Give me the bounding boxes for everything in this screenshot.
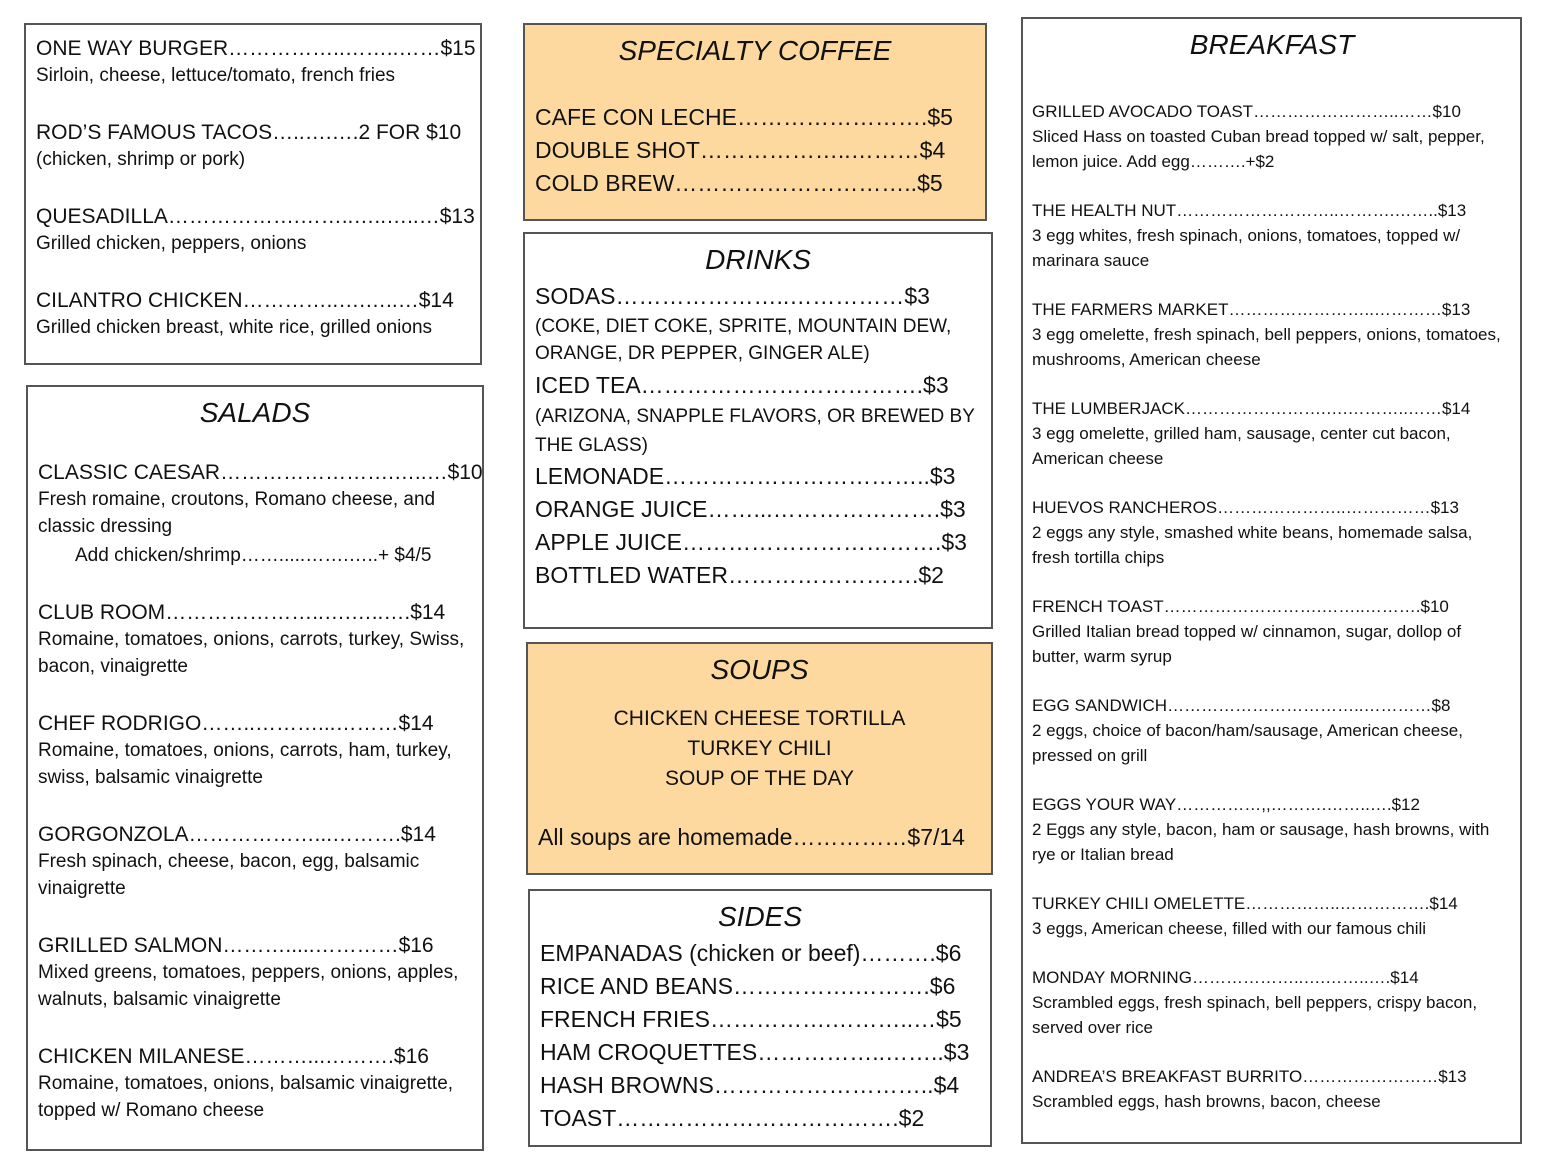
leader-dots: ……………,,……….……..…. <box>1176 795 1392 814</box>
leader-dots: ………………..….……..…. <box>1191 968 1391 987</box>
item-name: ORANGE JUICE <box>535 496 708 522</box>
leader-dots: ……………………………. <box>682 529 942 555</box>
mains-section <box>24 23 482 365</box>
menu-item <box>1032 495 1512 570</box>
leader-dots: ……...…………………. <box>707 496 941 522</box>
item-addon: Add chicken/shrimp…….....…….…..+ $4/5 <box>75 545 432 566</box>
item-name: CLASSIC CAESAR <box>38 461 221 484</box>
item-description: (chicken, shrimp or pork) <box>36 149 246 170</box>
item-name: COLD BREW <box>535 170 675 196</box>
leader-dots: ……………………. <box>727 562 919 588</box>
leader-dots: ………………...………. <box>188 823 401 846</box>
item-description: Romaine, tomatoes, onions, carrots, turkey, Swiss, bacon, vinaigrette <box>38 629 465 677</box>
menu-item <box>38 459 483 569</box>
item-name: TOAST <box>540 1105 617 1131</box>
menu-item <box>540 1003 980 1036</box>
item-price: $8 <box>1431 696 1451 715</box>
item-name: ICED TEA <box>535 372 641 398</box>
item-name: HUEVOS RANCHEROS <box>1032 498 1218 517</box>
item-price: $3 <box>940 496 966 522</box>
item-name: CAFE CON LECHE <box>535 104 737 130</box>
menu-item <box>38 932 472 1013</box>
item-price: $14 <box>1390 968 1419 987</box>
menu-item <box>540 1036 980 1069</box>
menu-item <box>1032 1064 1512 1114</box>
breakfast-section <box>1021 17 1522 1144</box>
item-price: $6 <box>935 940 962 966</box>
item-description: Mixed greens, tomatoes, peppers, onions, apples, walnuts, balsamic vinaigrette <box>38 962 459 1010</box>
item-description: Romaine, tomatoes, onions, balsamic vinaigrette, topped w/ Romano cheese <box>38 1073 454 1121</box>
item-name: CHEF RODRIGO <box>38 712 202 735</box>
leader-dots: …………….………..… <box>709 1006 937 1032</box>
leader-dots: …………….………. <box>733 973 930 999</box>
section-title: DRINKS <box>705 244 811 275</box>
leader-dots: ………………………………. <box>616 1105 899 1131</box>
item-price: $10 <box>1432 102 1461 121</box>
drinks-section <box>523 232 993 629</box>
menu-item <box>535 167 975 200</box>
item-name: SODAS <box>535 283 616 309</box>
menu-item <box>1032 198 1512 273</box>
item-price: $10 <box>447 461 483 484</box>
item-name: THE LUMBERJACK <box>1032 399 1186 418</box>
item-description: Sirloin, cheese, lettuce/tomato, french fries <box>36 65 396 86</box>
item-description: Grilled chicken, peppers, onions <box>36 233 307 254</box>
leader-dots: ……………..…….. <box>757 1039 944 1065</box>
salads-section <box>26 385 484 1151</box>
leader-dots: ………...………. <box>244 1045 394 1068</box>
menu-item <box>535 134 975 167</box>
item-price: $13 <box>1430 498 1459 517</box>
item-name: HAM CROQUETTES <box>540 1039 758 1065</box>
item-name: APPLE JUICE <box>535 529 682 555</box>
item-price: $2 <box>898 1105 925 1131</box>
leader-dots: ……………………..………… <box>1228 300 1442 319</box>
item-price: $14 <box>400 823 436 846</box>
item-name: ONE WAY BURGER <box>36 37 229 60</box>
menu-item <box>1032 965 1512 1040</box>
item-description: 3 egg omelette, fresh spinach, bell peppers, onions, tomatoes, mushrooms, American cheese <box>1032 325 1501 369</box>
item-note: (COKE, DIET COKE, SPRITE, MOUNTAIN DEW, ORANGE, DR PEPPER, GINGER ALE) <box>535 316 952 364</box>
item-name: HASH BROWNS <box>540 1072 714 1098</box>
item-price: $10 <box>1420 597 1449 616</box>
item-name: THE FARMERS MARKET <box>1032 300 1229 319</box>
leader-dots: …………………….….………..…… <box>1185 399 1442 418</box>
item-price: $13 <box>1438 1067 1467 1086</box>
leader-dots: …………………..…………… <box>615 283 905 309</box>
item-price: $14 <box>418 289 454 312</box>
menu-item <box>535 101 975 134</box>
menu-item <box>535 280 981 313</box>
section-title: SPECIALTY COFFEE <box>618 35 892 66</box>
leader-dots: …………………..….…..…. <box>165 601 411 624</box>
soup-item: TURKEY CHILI <box>687 737 832 760</box>
section-title: SALADS <box>199 397 311 428</box>
item-price: $14 <box>1429 894 1458 913</box>
item-price: $5 <box>936 1006 962 1032</box>
soup-item: SOUP OF THE DAY <box>664 767 855 790</box>
item-price: $14 <box>398 712 434 735</box>
menu-item <box>1032 792 1512 867</box>
item-price: $13 <box>1437 201 1467 220</box>
item-name: ANDREA’S BREAKFAST BURRITO <box>1032 1067 1303 1086</box>
coffee-section <box>523 23 987 221</box>
item-price: $2 <box>918 562 944 588</box>
menu-item <box>540 1069 980 1102</box>
item-price: $4 <box>933 1072 960 1098</box>
item-description: Sliced Hass on toasted Cuban bread topped w/ salt, pepper, lemon juice. Add egg……….+$2 <box>1032 127 1485 171</box>
item-price: $5 <box>917 170 943 196</box>
leader-dots: ……..………...……… <box>201 712 399 735</box>
item-name: GORGONZOLA <box>38 823 189 846</box>
leader-dots: ……………..……..…… <box>228 37 441 60</box>
item-description: 3 egg omelette, grilled ham, sausage, center cut bacon, American cheese <box>1032 424 1451 468</box>
item-description: Fresh romaine, croutons, Romano cheese, and classic dressing <box>38 489 436 537</box>
item-price: 2 FOR $10 <box>358 121 462 144</box>
item-name: MONDAY MORNING <box>1032 968 1192 987</box>
leader-dots: …………………….…..… <box>220 461 448 484</box>
menu-item <box>535 559 981 592</box>
menu-item <box>1032 693 1512 768</box>
leader-dots: ………………..……… <box>699 137 920 163</box>
menu-item <box>540 1102 980 1135</box>
item-description: Grilled Italian bread topped w/ cinnamon, sugar, dollop of butter, warm syrup <box>1032 622 1462 666</box>
section-title: SIDES <box>717 901 803 932</box>
leader-dots: …………………… <box>1302 1067 1439 1086</box>
menu-item <box>535 369 981 402</box>
leader-dots: ……………………….……..………. <box>1163 597 1421 616</box>
item-name: RICE AND BEANS <box>540 973 733 999</box>
item-name: QUESADILLA <box>36 205 168 228</box>
item-price: $14 <box>1441 399 1471 418</box>
item-description: 2 eggs, choice of bacon/ham/sausage, American cheese, pressed on grill <box>1032 721 1463 765</box>
menu-item <box>38 1043 472 1124</box>
item-name: BOTTLED WATER <box>535 562 728 588</box>
soups-section <box>526 642 993 875</box>
leader-dots: ……………….……..…..…..… <box>167 205 440 228</box>
item-price: $4 <box>919 137 946 163</box>
menu-item <box>1032 297 1512 372</box>
item-price: $5 <box>927 104 953 130</box>
item-price: $16 <box>398 934 434 957</box>
menu-item <box>535 460 981 493</box>
section-title: BREAKFAST <box>1189 29 1355 60</box>
item-description: Scrambled eggs, hash browns, bacon, cheese <box>1032 1092 1381 1111</box>
leader-dots: ……………………..…… <box>1253 102 1433 121</box>
sides-section <box>528 889 992 1147</box>
item-description: Romaine, tomatoes, onions, carrots, ham, turkey, swiss, balsamic vinaigrette <box>38 740 452 788</box>
menu-item <box>38 821 472 902</box>
item-name: LEMONADE <box>535 463 665 489</box>
item-price: $3 <box>943 1039 970 1065</box>
item-name: EGG SANDWICH <box>1032 696 1168 715</box>
item-price: $3 <box>904 283 930 309</box>
soup-item: CHICKEN CHEESE TORTILLA <box>613 707 906 730</box>
leader-dots: ………. <box>860 940 936 966</box>
menu-item <box>535 526 981 559</box>
item-description: Fresh spinach, cheese, bacon, egg, balsamic vinaigrette <box>38 851 420 899</box>
item-description: Grilled chicken breast, white rice, grilled onions <box>36 317 433 338</box>
leader-dots: …………..….…..… <box>242 289 419 312</box>
leader-dots: …………………..…………… <box>1217 498 1431 517</box>
menu-item <box>540 970 980 1003</box>
menu-item <box>540 937 980 970</box>
item-name: CILANTRO CHICKEN <box>36 289 243 312</box>
item-price: $12 <box>1391 795 1420 814</box>
item-name: GRILLED SALMON <box>38 934 223 957</box>
soups-footer: All soups are homemade……………$7/14 <box>538 824 965 850</box>
leader-dots: ………………………….. <box>674 170 918 196</box>
leader-dots: ……………………….. <box>713 1072 934 1098</box>
item-price: $14 <box>410 601 446 624</box>
item-name: THE HEALTH NUT <box>1032 201 1177 220</box>
menu-item <box>36 287 470 341</box>
menu-item <box>1032 99 1512 174</box>
leader-dots: …..….…. <box>272 121 359 144</box>
leader-dots: ………………………………. <box>640 372 924 398</box>
menu-item <box>36 119 470 173</box>
item-price: $6 <box>929 973 956 999</box>
item-price: $13 <box>439 205 475 228</box>
item-note: (ARIZONA, SNAPPLE FLAVORS, OR BREWED BY THE GLASS) <box>535 406 975 456</box>
leader-dots: ……………..……………. <box>1245 894 1430 913</box>
item-name: ROD’S FAMOUS TACOS <box>36 121 273 144</box>
menu-item <box>38 710 472 791</box>
item-price: $13 <box>1441 300 1471 319</box>
menu-item <box>535 493 981 526</box>
menu-item <box>1032 594 1512 669</box>
leader-dots: …………………………….. <box>664 463 930 489</box>
item-name: EMPANADAS (chicken or beef) <box>540 940 861 966</box>
item-name: FRENCH TOAST <box>1032 597 1164 616</box>
leader-dots: ……………………. <box>736 104 928 130</box>
menu-item <box>38 599 472 680</box>
item-price: $3 <box>941 529 967 555</box>
item-description: 2 Eggs any style, bacon, ham or sausage, hash browns, with rye or Italian bread <box>1032 820 1490 864</box>
item-name: CHICKEN MILANESE <box>38 1045 245 1068</box>
item-price: $3 <box>923 372 949 398</box>
item-name: DOUBLE SHOT <box>535 137 700 163</box>
menu-item <box>36 203 475 257</box>
item-description: 2 eggs any style, smashed white beans, homemade salsa, fresh tortilla chips <box>1032 523 1473 567</box>
section-title: SOUPS <box>710 654 809 685</box>
item-name: CLUB ROOM <box>38 601 166 624</box>
leader-dots: ……….....………… <box>222 934 399 957</box>
item-name: FRENCH FRIES <box>540 1006 710 1032</box>
item-price: $16 <box>393 1045 429 1068</box>
leader-dots: ………………………..……….…….. <box>1176 201 1438 220</box>
item-description: 3 eggs, American cheese, filled with our famous chili <box>1032 919 1427 938</box>
item-description: Scrambled eggs, fresh spinach, bell peppers, crispy bacon, served over rice <box>1032 993 1478 1037</box>
item-price: $15 <box>440 37 476 60</box>
item-name: GRILLED AVOCADO TOAST <box>1032 102 1254 121</box>
leader-dots: ……………………………..………… <box>1167 696 1432 715</box>
item-name: EGGS YOUR WAY <box>1032 795 1177 814</box>
menu-item <box>1032 891 1512 941</box>
item-description: 3 egg whites, fresh spinach, onions, tomatoes, topped w/ marinara sauce <box>1032 226 1461 270</box>
item-name: TURKEY CHILI OMELETTE <box>1032 894 1246 913</box>
menu-item <box>1032 396 1512 471</box>
item-price: $3 <box>929 463 956 489</box>
menu-item <box>36 35 476 89</box>
